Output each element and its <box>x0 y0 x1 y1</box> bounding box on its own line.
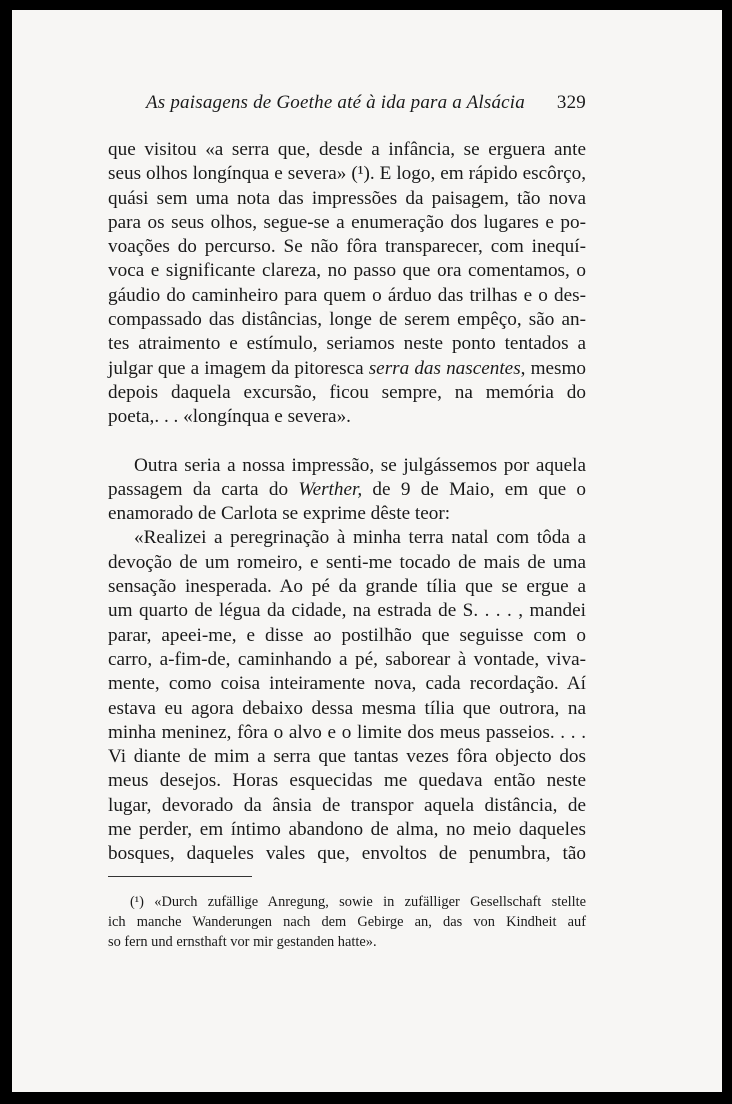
text-span: passagem da carta do <box>108 478 289 500</box>
text-line: me perder, em íntimo abandono de alma, no meio daqueles <box>108 819 586 841</box>
text-line: parar, apeei-me, e disse ao postilhão que seguisse com o <box>108 624 586 646</box>
text-line <box>108 357 586 381</box>
text-line: voca e significante clareza, no passo que ora comentamos, o <box>108 260 586 282</box>
text-line: Outra seria a nossa impressão, se julgássemos por aquela <box>134 454 586 476</box>
text-line: quási sem uma nota das impressões da paisagem, tão nova <box>108 187 586 209</box>
page-number: 329 <box>556 92 586 113</box>
text-line: carro, a-fim-de, caminhando a pé, saborear à vontade, viva- <box>108 648 586 670</box>
text-span: de 9 de Maio, em que o <box>372 478 587 500</box>
text-span: julgar que a imagem da pitoresca <box>108 357 364 379</box>
running-head-title: As paisagens de Goethe até à ida para a Alsácia <box>146 92 525 113</box>
footnote-line: ich manche Wanderungen nach dem Gebirge an, das von Kindheit auf <box>108 914 586 930</box>
text-line: para os seus olhos, segue-se a enumeração dos lugares e po- <box>108 211 586 233</box>
footnote <box>108 892 586 952</box>
footnote-line: so fern und ernsthaft vor mir gestanden hatte». <box>108 934 377 950</box>
italic-title: Werther, <box>298 478 363 500</box>
footnote-line: (¹) «Durch zufällige Anregung, sowie in zufälliger Gesellschaft stellte <box>130 894 586 910</box>
text-line <box>108 478 586 502</box>
text-line: sensação inesperada. Ao pé da grande tília que se ergue a <box>108 576 586 598</box>
text-line: um quarto de légua da cidade, na estrada de S. . . . , mandei <box>108 600 586 622</box>
text-line: gáudio do caminheiro para quem o árduo das trilhas e o des- <box>108 284 586 306</box>
text-line: meus desejos. Horas esquecidas me quedava então neste <box>108 770 586 792</box>
text-line: bosques, daqueles vales que, envoltos de penumbra, tão <box>108 843 586 865</box>
book-page <box>12 10 722 1092</box>
body-text <box>108 138 586 867</box>
paragraph-gap <box>108 430 586 454</box>
text-line: minha meninez, fôra o alvo e o limite dos meus passeios. . . . <box>108 721 586 743</box>
text-line: compassado das distâncias, longe de serem empêço, são an- <box>108 309 586 331</box>
text-line: «Realizei a peregrinação à minha terra natal com tôda a <box>134 527 586 549</box>
text-line: enamorado de Carlota se exprime dêste teor: <box>108 503 451 525</box>
text-line: poeta,. . . «longínqua e severa». <box>108 406 351 428</box>
text-line: mente, como coisa inteiramente nova, cada recordação. Aí <box>108 673 586 695</box>
footnote-rule <box>108 876 252 877</box>
text-line: tes atraimento e estímulo, seriamos neste ponto tentados a <box>108 333 586 355</box>
text-line: voações do percurso. Se não fôra transparecer, com inequí- <box>108 236 586 258</box>
text-line: seus olhos longínqua e severa» (¹). E logo, em rápido escôrço, <box>108 163 586 185</box>
text-line: Vi diante de mim a serra que tantas vezes fôra objecto dos <box>108 746 586 768</box>
italic-title: serra das nascentes <box>368 357 521 379</box>
text-line: estava eu agora debaixo dessa mesma tília que outrora, na <box>108 697 586 719</box>
text-span: , mesmo <box>520 357 586 379</box>
text-line: devoção de um romeiro, e senti-me tocado de mais de uma <box>108 551 586 573</box>
text-line: que visitou «a serra que, desde a infância, se erguera ante <box>108 139 586 160</box>
text-line: depois daquela excursão, ficou sempre, na memória do <box>108 381 586 403</box>
text-line: lugar, devorado da ânsia de transpor aquela distância, de <box>108 794 586 816</box>
